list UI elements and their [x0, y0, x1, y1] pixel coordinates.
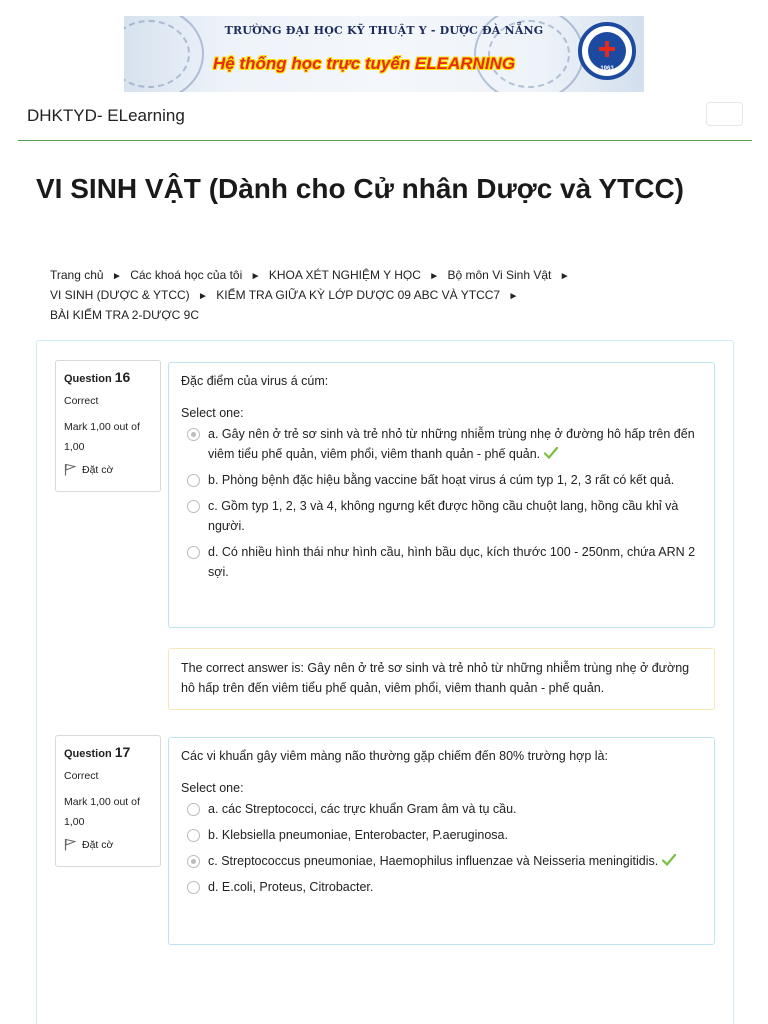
answer-list [181, 424, 702, 582]
question-16-formulation [168, 362, 715, 628]
university-logo [578, 22, 636, 80]
answer-list [181, 799, 702, 897]
medical-cross-icon [599, 41, 615, 57]
answer-text: a. Gây nên ở trẻ sơ sinh và trẻ nhỏ từ những nhiễm trùng nhẹ ở đường hô hấp trên đến viêm tiểu phế quản, viêm phổi, viêm thanh quản - phế quản. [208, 427, 695, 461]
answer-radio[interactable] [187, 803, 200, 816]
question-state: Correct [64, 395, 99, 407]
answer-option-a[interactable] [181, 799, 702, 819]
correct-check-icon [662, 854, 676, 866]
answer-text: b. Klebsiella pneumoniae, Enterobacter, P.aeruginosa. [208, 828, 508, 842]
breadcrumb-section[interactable]: KIỂM TRA GIỮA KỲ LỚP DƯỢC 09 ABC VÀ YTCC7 [216, 288, 501, 302]
banner-university-name: TRƯỜNG ĐẠI HỌC KỸ THUẬT Y - DƯỢC ĐÀ NẴNG [224, 24, 544, 37]
answer-radio[interactable] [187, 428, 200, 441]
answer-option-d[interactable] [181, 542, 702, 582]
flag-question-button[interactable] [64, 463, 152, 476]
question-16-feedback: The correct answer is: Gây nên ở trẻ sơ sinh và trẻ nhỏ từ những nhiễm trùng nhẹ ở đường hô hấp trên đến viêm tiểu phế quản, viêm phổi, viêm thanh quản - phế quản. [168, 648, 715, 710]
answer-text: d. E.coli, Proteus, Citrobacter. [208, 880, 374, 894]
answer-option-c[interactable] [181, 496, 702, 536]
question-number: Question 17 [64, 744, 131, 760]
question-17-info [55, 735, 161, 867]
breadcrumb-separator: ► [198, 291, 208, 302]
breadcrumb-my-courses[interactable]: Các khoá học của tôi [130, 268, 243, 282]
select-one-prompt: Select one: [181, 781, 244, 795]
breadcrumb-course[interactable]: VI SINH (DƯỢC & YTCC) [50, 288, 190, 302]
breadcrumb-separator: ► [250, 271, 261, 282]
answer-radio[interactable] [187, 855, 200, 868]
answer-radio[interactable] [187, 829, 200, 842]
question-text: Các vi khuẩn gây viêm màng não thường gặp chiếm đến 80% trường hợp là: [181, 749, 608, 763]
question-state: Correct [64, 770, 99, 782]
flag-label: Đặt cờ [82, 838, 114, 851]
question-text: Đặc điểm của virus á cúm: [181, 374, 329, 388]
answer-text: c. Streptococcus pneumoniae, Haemophilus influenzae và Neisseria meningitidis. [208, 854, 659, 868]
site-brand-link[interactable]: DHKTYD- ELearning [27, 106, 185, 125]
flag-icon [64, 463, 76, 476]
breadcrumb-separator: ► [559, 271, 570, 282]
breadcrumb-separator: ► [111, 271, 122, 282]
nav-toggle-button[interactable] [706, 102, 743, 126]
banner-system-name: Hệ thống học trực tuyến ELEARNING [212, 54, 516, 73]
answer-text: c. Gồm typ 1, 2, 3 và 4, không ngưng kết được hồng cầu chuột lang, hồng cầu khỉ và người. [208, 499, 679, 533]
logo-year: 1963 [600, 66, 614, 72]
answer-radio[interactable] [187, 474, 200, 487]
answer-option-c[interactable] [181, 851, 702, 871]
answer-option-d[interactable] [181, 877, 702, 897]
breadcrumb-separator: ► [429, 271, 440, 282]
flag-icon [64, 838, 76, 851]
answer-option-b[interactable] [181, 825, 702, 845]
question-number: Question 16 [64, 369, 131, 385]
navbar [0, 96, 768, 140]
select-one-prompt: Select one: [181, 406, 244, 420]
breadcrumb-quiz[interactable]: BÀI KIỂM TRA 2-DƯỢC 9C [50, 308, 200, 322]
navbar-divider [18, 140, 752, 141]
answer-text: d. Có nhiều hình thái như hình cầu, hình bầu dục, kích thước 100 - 250nm, chứa ARN 2 sợi. [208, 545, 696, 579]
question-grade: Mark 1,00 out of 1,00 [64, 796, 140, 828]
question-16-info [55, 360, 161, 492]
answer-text: b. Phòng bệnh đặc hiệu bằng vaccine bất hoạt virus á cúm typ 1, 2, 3 rất có kết quả. [208, 473, 675, 487]
answer-radio[interactable] [187, 500, 200, 513]
question-grade: Mark 1,00 out of 1,00 [64, 421, 140, 453]
breadcrumb-separator: ► [508, 291, 519, 302]
breadcrumb-home[interactable]: Trang chủ [50, 268, 104, 282]
answer-option-a[interactable] [181, 424, 702, 464]
flag-label: Đặt cờ [82, 463, 114, 476]
flag-question-button[interactable] [64, 838, 152, 851]
correct-check-icon [544, 447, 558, 459]
answer-radio[interactable] [187, 881, 200, 894]
answer-radio[interactable] [187, 546, 200, 559]
breadcrumb-department[interactable]: Bộ môn Vi Sinh Vật [447, 268, 552, 282]
site-banner [124, 16, 644, 92]
breadcrumb-faculty[interactable]: KHOA XÉT NGHIỆM Y HỌC [268, 268, 421, 282]
breadcrumb [50, 266, 730, 324]
page-title: VI SINH VẬT (Dành cho Cử nhân Dược và YTCC) [36, 173, 685, 204]
answer-option-b[interactable] [181, 470, 702, 490]
answer-text: a. các Streptococci, các trực khuẩn Gram âm và tụ cầu. [208, 802, 517, 816]
question-17-formulation [168, 737, 715, 945]
